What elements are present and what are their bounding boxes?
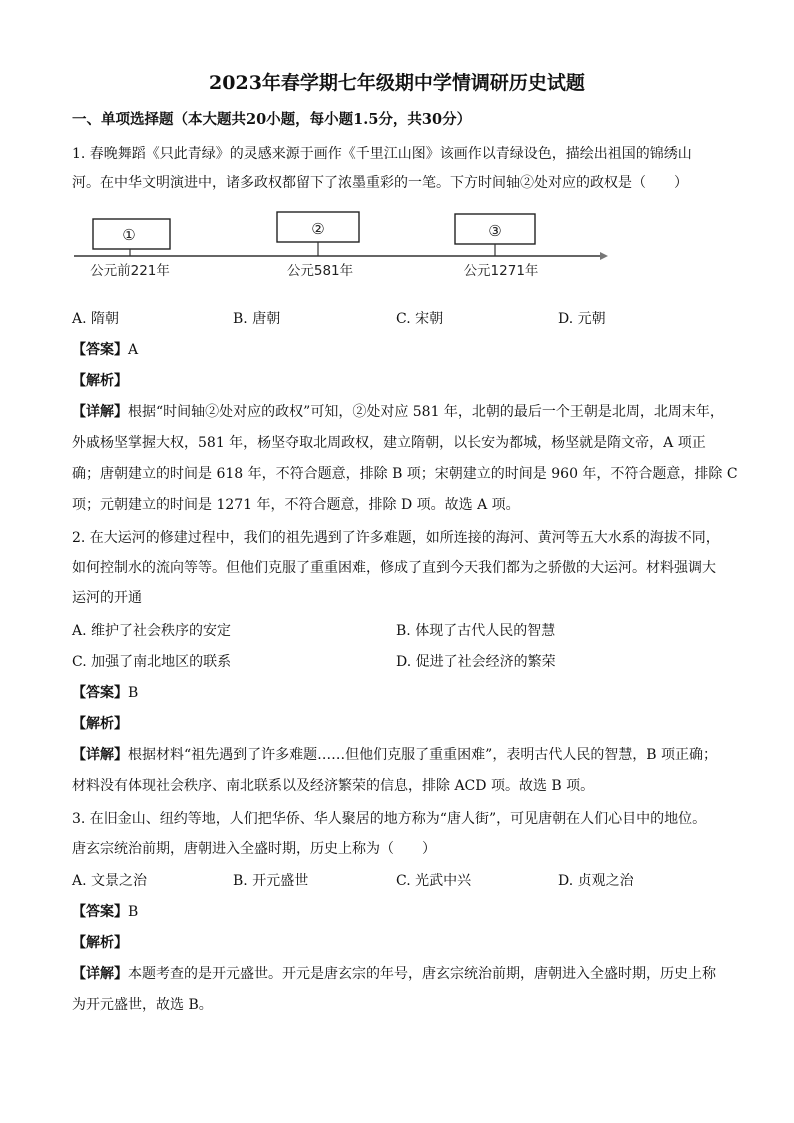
q2-answer: 【答案】B bbox=[72, 685, 139, 701]
q1-detail-line-4: 项；元朝建立的时间是 1271 年，不符合题意，排除 D 项。故选 A 项。 bbox=[72, 497, 520, 513]
q2-option-a: A. 维护了社会秩序的安定 bbox=[72, 623, 232, 639]
q2-stem-line-2: 如何控制水的流向等等。但他们克服了重重困难，修成了直到今天我们都为之骄傲的大运河。材料强调大 bbox=[72, 560, 716, 576]
q1-option-c: C. 宋朝 bbox=[396, 311, 444, 327]
q2-analysis-tag: 【解析】 bbox=[72, 716, 128, 732]
q2-option-c: C. 加强了南北地区的联系 bbox=[72, 654, 232, 670]
timeline-mark-3: ③ bbox=[488, 222, 502, 240]
q2-detail-line-1: 【详解】根据材料“祖先遇到了许多难题……但他们克服了重重困难”，表明古代人民的智慧，B 项正确； bbox=[72, 747, 718, 763]
q3-answer: 【答案】B bbox=[72, 904, 139, 920]
q3-analysis-tag: 【解析】 bbox=[72, 935, 128, 951]
timeline-arrow-icon bbox=[600, 252, 608, 260]
q1-stem-line-2: 河。在中华文明演进中，诸多政权都留下了浓墨重彩的一笔。下方时间轴②处对应的政权是（ ） bbox=[72, 175, 688, 191]
q1-detail-line-3: 确；唐朝建立的时间是 618 年，不符合题意，排除 B 项；宋朝建立的时间是 960 年，不符合题意，排除 C bbox=[72, 466, 738, 482]
q2-stem-line-1: 2. 在大运河的修建过程中，我们的祖先遇到了许多难题，如所连接的海河、黄河等五大水系的海拔不同， bbox=[72, 530, 720, 546]
timeline-date-2: 公元581年 bbox=[286, 263, 354, 279]
q3-stem-line-1: 3. 在旧金山、纽约等地，人们把华侨、华人聚居的地方称为“唐人街”，可见唐朝在人们心目中的地位。 bbox=[72, 811, 707, 827]
q1-detail-line-2: 外戚杨坚掌握大权，581 年，杨坚夺取北周政权，建立隋朝，以长安为都城，杨坚就是隋文帝，A 项正 bbox=[72, 435, 706, 451]
q3-option-a: A. 文景之治 bbox=[72, 873, 148, 889]
timeline-mark-2: ② bbox=[311, 220, 325, 238]
timeline-date-1: 公元前221年 bbox=[90, 263, 170, 279]
q1-detail-line-1: 【详解】根据“时间轴②处对应的政权”可知，②处对应 581 年，北朝的最后一个王朝是北周，北周末年， bbox=[72, 404, 724, 420]
q3-stem-line-2: 唐玄宗统治前期，唐朝进入全盛时期，历史上称为（ ） bbox=[72, 841, 436, 857]
q1-option-a: A. 隋朝 bbox=[72, 311, 120, 327]
q2-stem-line-3: 运河的开通 bbox=[72, 590, 142, 606]
timeline-mark-1: ① bbox=[122, 226, 136, 244]
q1-option-d: D. 元朝 bbox=[558, 311, 606, 327]
q1-analysis-tag: 【解析】 bbox=[72, 373, 128, 389]
q2-option-d: D. 促进了社会经济的繁荣 bbox=[396, 654, 556, 670]
q1-stem-line-1: 1. 春晚舞蹈《只此青绿》的灵感来源于画作《千里江山图》该画作以青绿设色，描绘出祖国的锦绣山 bbox=[72, 146, 692, 162]
q3-option-c: C. 光武中兴 bbox=[396, 873, 472, 889]
q3-option-d: D. 贞观之治 bbox=[558, 873, 634, 889]
q3-detail-line-1: 【详解】本题考查的是开元盛世。开元是唐玄宗的年号，唐玄宗统治前期，唐朝进入全盛时期，历史上称 bbox=[72, 966, 716, 982]
page-title: 2023年春学期七年级期中学情调研历史试题 bbox=[209, 72, 585, 94]
q1-option-b: B. 唐朝 bbox=[233, 311, 281, 327]
section-heading: 一、单项选择题（本大题共20小题，每小题1.5分，共30分） bbox=[72, 111, 472, 128]
q2-detail-line-2: 材料没有体现社会秩序、南北联系以及经济繁荣的信息，排除 ACD 项。故选 B 项。 bbox=[72, 778, 595, 794]
q1-timeline bbox=[72, 208, 612, 288]
q3-detail-line-2: 为开元盛世，故选 B。 bbox=[72, 997, 213, 1013]
q1-answer: 【答案】A bbox=[72, 342, 139, 358]
q2-option-b: B. 体现了古代人民的智慧 bbox=[396, 623, 556, 639]
timeline-date-3: 公元1271年 bbox=[463, 263, 539, 279]
q3-option-b: B. 开元盛世 bbox=[233, 873, 309, 889]
